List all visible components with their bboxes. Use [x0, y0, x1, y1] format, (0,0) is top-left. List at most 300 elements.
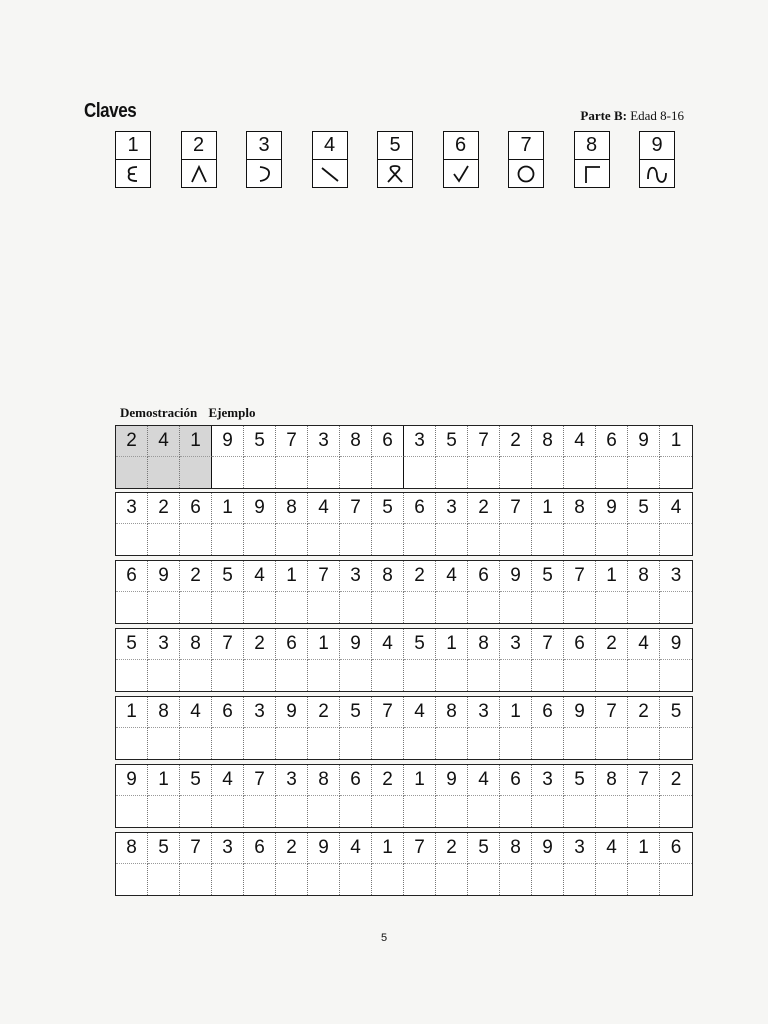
answer-cell[interactable] — [372, 524, 404, 555]
number-cell: 9 — [532, 833, 564, 864]
number-row — [116, 697, 692, 728]
number-cell: 8 — [308, 765, 340, 796]
number-cell: 5 — [532, 561, 564, 592]
number-cell: 7 — [628, 765, 660, 796]
answer-cell[interactable] — [244, 864, 276, 895]
answer-cell[interactable] — [468, 524, 500, 555]
number-cell: 6 — [532, 697, 564, 728]
answer-cell[interactable] — [276, 864, 308, 895]
answer-cell[interactable] — [532, 864, 564, 895]
answer-cell[interactable] — [180, 796, 212, 827]
number-cell: 1 — [116, 697, 148, 728]
grid-row-block — [115, 696, 693, 760]
number-cell: 5 — [212, 561, 244, 592]
answer-cell[interactable] — [308, 457, 340, 488]
number-cell: 2 — [148, 493, 180, 524]
part-label-bold: Parte B: — [580, 108, 627, 123]
number-cell: 6 — [468, 561, 500, 592]
answer-cell[interactable] — [340, 728, 372, 759]
ribbon-symbol — [378, 160, 412, 187]
answer-cell[interactable] — [244, 592, 276, 623]
answer-cell[interactable] — [468, 728, 500, 759]
number-cell: 2 — [180, 561, 212, 592]
answer-cell[interactable] — [372, 660, 404, 691]
number-cell: 5 — [660, 697, 692, 728]
answer-cell[interactable] — [436, 660, 468, 691]
number-cell: 8 — [116, 833, 148, 864]
answer-cell[interactable] — [660, 524, 692, 555]
number-cell: 6 — [244, 833, 276, 864]
answer-cell[interactable] — [404, 524, 436, 555]
backslash-symbol — [313, 160, 347, 187]
answer-cell[interactable] — [436, 864, 468, 895]
answer-cell[interactable] — [564, 660, 596, 691]
answer-cell[interactable] — [276, 728, 308, 759]
key-box-3 — [246, 131, 282, 188]
number-cell: 2 — [436, 833, 468, 864]
epsilon-reversed-symbol — [116, 160, 150, 187]
key-number: 8 — [575, 132, 609, 160]
answer-cell[interactable] — [340, 592, 372, 623]
number-cell: 9 — [564, 697, 596, 728]
answer-cell[interactable] — [660, 457, 692, 488]
answer-cell[interactable] — [596, 728, 628, 759]
number-cell: 4 — [340, 833, 372, 864]
number-cell: 1 — [212, 493, 244, 524]
number-cell: 8 — [468, 629, 500, 660]
number-cell: 3 — [532, 765, 564, 796]
number-cell: 1 — [276, 561, 308, 592]
number-cell: 7 — [532, 629, 564, 660]
section-labels — [120, 405, 263, 421]
number-cell: 4 — [436, 561, 468, 592]
demo-label: Demostración — [120, 405, 198, 420]
answer-cell[interactable] — [660, 660, 692, 691]
answer-cell[interactable] — [372, 796, 404, 827]
number-cell: 4 — [596, 833, 628, 864]
answer-cell[interactable] — [596, 864, 628, 895]
number-cell: 1 — [436, 629, 468, 660]
number-cell: 9 — [436, 765, 468, 796]
number-cell: 2 — [596, 629, 628, 660]
answer-cell[interactable] — [628, 457, 660, 488]
answer-cell[interactable] — [276, 796, 308, 827]
number-cell: 3 — [276, 765, 308, 796]
number-cell: 7 — [468, 426, 500, 457]
answer-cell[interactable] — [436, 592, 468, 623]
answer-cell[interactable] — [212, 796, 244, 827]
answer-cell[interactable] — [628, 592, 660, 623]
answer-cell[interactable] — [532, 728, 564, 759]
number-cell: 4 — [180, 697, 212, 728]
number-cell: 2 — [500, 426, 532, 457]
answer-cell[interactable] — [564, 524, 596, 555]
number-cell: 6 — [276, 629, 308, 660]
answer-cell[interactable] — [180, 864, 212, 895]
answer-cell[interactable] — [596, 796, 628, 827]
answer-cell[interactable] — [244, 660, 276, 691]
number-cell: 3 — [404, 426, 436, 457]
number-cell: 6 — [404, 493, 436, 524]
answer-cell[interactable] — [500, 796, 532, 827]
number-cell: 7 — [244, 765, 276, 796]
example-label: Ejemplo — [208, 405, 256, 420]
answer-cell[interactable] — [500, 728, 532, 759]
number-cell: 7 — [180, 833, 212, 864]
number-cell: 9 — [244, 493, 276, 524]
answer-cell[interactable] — [660, 796, 692, 827]
number-cell: 9 — [148, 561, 180, 592]
number-cell: 9 — [500, 561, 532, 592]
key-number: 1 — [116, 132, 150, 160]
number-cell: 1 — [596, 561, 628, 592]
answer-cell[interactable] — [340, 457, 372, 488]
answer-row — [116, 728, 692, 759]
number-cell: 4 — [468, 765, 500, 796]
number-cell: 4 — [628, 629, 660, 660]
answer-cell[interactable] — [468, 660, 500, 691]
answer-cell[interactable] — [404, 864, 436, 895]
number-cell: 8 — [372, 561, 404, 592]
answer-cell[interactable] — [372, 457, 404, 488]
answer-cell[interactable] — [340, 796, 372, 827]
answer-cell[interactable] — [212, 524, 244, 555]
answer-cell[interactable] — [116, 728, 148, 759]
key-box-2 — [181, 131, 217, 188]
number-cell: 9 — [628, 426, 660, 457]
number-cell: 5 — [244, 426, 276, 457]
answer-cell[interactable] — [500, 457, 532, 488]
answer-cell[interactable] — [180, 457, 212, 488]
number-cell: 8 — [532, 426, 564, 457]
answer-cell[interactable] — [148, 660, 180, 691]
number-cell: 1 — [532, 493, 564, 524]
answer-cell[interactable] — [180, 524, 212, 555]
number-cell: 1 — [308, 629, 340, 660]
number-cell: 8 — [628, 561, 660, 592]
number-cell: 2 — [308, 697, 340, 728]
answer-cell[interactable] — [244, 457, 276, 488]
number-cell: 3 — [116, 493, 148, 524]
number-cell: 7 — [564, 561, 596, 592]
grid-row-block — [115, 764, 693, 828]
number-cell: 4 — [372, 629, 404, 660]
number-cell: 6 — [564, 629, 596, 660]
number-cell: 5 — [372, 493, 404, 524]
number-cell: 5 — [436, 426, 468, 457]
key-box-6 — [443, 131, 479, 188]
number-row — [116, 493, 692, 524]
number-cell: 3 — [212, 833, 244, 864]
checkmark-symbol — [444, 160, 478, 187]
number-row — [116, 833, 692, 864]
number-cell: 4 — [148, 426, 180, 457]
key-number: 6 — [444, 132, 478, 160]
number-cell: 2 — [276, 833, 308, 864]
caret-symbol — [182, 160, 216, 187]
number-cell: 5 — [180, 765, 212, 796]
answer-cell[interactable] — [148, 457, 180, 488]
number-cell: 7 — [596, 697, 628, 728]
key-number: 5 — [378, 132, 412, 160]
answer-cell[interactable] — [116, 457, 148, 488]
answer-cell[interactable] — [116, 524, 148, 555]
answer-cell[interactable] — [404, 660, 436, 691]
answer-cell[interactable] — [468, 457, 500, 488]
number-cell: 7 — [276, 426, 308, 457]
number-cell: 1 — [404, 765, 436, 796]
number-cell: 9 — [116, 765, 148, 796]
answer-cell[interactable] — [404, 728, 436, 759]
answer-cell[interactable] — [276, 524, 308, 555]
number-cell: 5 — [564, 765, 596, 796]
answer-cell[interactable] — [212, 592, 244, 623]
answer-cell[interactable] — [436, 457, 468, 488]
answer-cell[interactable] — [404, 796, 436, 827]
answer-cell[interactable] — [308, 524, 340, 555]
answer-cell[interactable] — [500, 524, 532, 555]
answer-cell[interactable] — [468, 864, 500, 895]
answer-cell[interactable] — [244, 524, 276, 555]
number-cell: 5 — [148, 833, 180, 864]
answer-cell[interactable] — [180, 728, 212, 759]
number-cell: 1 — [660, 426, 692, 457]
number-cell: 8 — [500, 833, 532, 864]
answer-cell[interactable] — [116, 592, 148, 623]
number-cell: 2 — [628, 697, 660, 728]
answer-cell[interactable] — [660, 592, 692, 623]
number-cell: 1 — [148, 765, 180, 796]
answer-cell[interactable] — [628, 660, 660, 691]
key-number: 2 — [182, 132, 216, 160]
answer-cell[interactable] — [148, 864, 180, 895]
reverse-c-symbol — [247, 160, 281, 187]
answer-cell[interactable] — [116, 864, 148, 895]
key-number: 9 — [640, 132, 674, 160]
answer-cell[interactable] — [436, 728, 468, 759]
page-number: 5 — [380, 932, 388, 944]
number-cell: 2 — [468, 493, 500, 524]
answer-cell[interactable] — [308, 728, 340, 759]
number-row — [116, 561, 692, 592]
number-cell: 6 — [340, 765, 372, 796]
key-box-8 — [574, 131, 610, 188]
answer-cell[interactable] — [212, 728, 244, 759]
answer-cell[interactable] — [532, 524, 564, 555]
answer-cell[interactable] — [596, 660, 628, 691]
number-cell: 9 — [212, 426, 244, 457]
answer-cell[interactable] — [212, 864, 244, 895]
number-cell: 6 — [596, 426, 628, 457]
number-cell: 5 — [404, 629, 436, 660]
number-cell: 4 — [404, 697, 436, 728]
number-cell: 9 — [340, 629, 372, 660]
number-cell: 5 — [340, 697, 372, 728]
number-cell: 6 — [180, 493, 212, 524]
number-cell: 3 — [244, 697, 276, 728]
number-cell: 9 — [276, 697, 308, 728]
number-cell: 7 — [372, 697, 404, 728]
number-cell: 3 — [308, 426, 340, 457]
number-cell: 7 — [500, 493, 532, 524]
answer-cell[interactable] — [148, 796, 180, 827]
circle-symbol — [509, 160, 543, 187]
number-cell: 8 — [596, 765, 628, 796]
number-cell: 9 — [660, 629, 692, 660]
answer-cell[interactable] — [468, 796, 500, 827]
answer-cell[interactable] — [564, 592, 596, 623]
answer-cell[interactable] — [340, 660, 372, 691]
answer-cell[interactable] — [340, 524, 372, 555]
answer-cell[interactable] — [148, 728, 180, 759]
number-cell: 6 — [500, 765, 532, 796]
answer-row — [116, 457, 692, 488]
number-cell: 7 — [212, 629, 244, 660]
key-number: 3 — [247, 132, 281, 160]
key-box-9 — [639, 131, 675, 188]
answer-cell[interactable] — [244, 728, 276, 759]
grid-row-block — [115, 832, 693, 896]
number-cell: 3 — [500, 629, 532, 660]
answer-cell[interactable] — [500, 592, 532, 623]
number-cell: 3 — [148, 629, 180, 660]
number-cell: 1 — [628, 833, 660, 864]
grid-row-block — [115, 560, 693, 624]
answer-cell[interactable] — [308, 864, 340, 895]
number-cell: 1 — [180, 426, 212, 457]
answer-cell[interactable] — [180, 660, 212, 691]
grid-row-block — [115, 425, 693, 489]
number-cell: 2 — [372, 765, 404, 796]
answer-cell[interactable] — [276, 660, 308, 691]
answer-cell[interactable] — [436, 524, 468, 555]
answer-cell[interactable] — [148, 592, 180, 623]
grid-row-block — [115, 628, 693, 692]
answer-cell[interactable] — [564, 728, 596, 759]
number-cell: 8 — [276, 493, 308, 524]
answer-cell[interactable] — [596, 457, 628, 488]
number-cell: 2 — [660, 765, 692, 796]
answer-cell[interactable] — [340, 864, 372, 895]
answer-cell[interactable] — [116, 796, 148, 827]
answer-cell[interactable] — [436, 796, 468, 827]
answer-cell[interactable] — [180, 592, 212, 623]
number-cell: 6 — [660, 833, 692, 864]
answer-cell[interactable] — [212, 660, 244, 691]
number-cell: 3 — [564, 833, 596, 864]
answer-cell[interactable] — [244, 796, 276, 827]
number-cell: 9 — [596, 493, 628, 524]
answer-cell[interactable] — [532, 592, 564, 623]
answer-cell[interactable] — [564, 864, 596, 895]
number-cell: 8 — [180, 629, 212, 660]
number-cell: 5 — [628, 493, 660, 524]
part-label — [580, 108, 684, 124]
number-cell: 4 — [308, 493, 340, 524]
answer-cell[interactable] — [212, 457, 244, 488]
answer-cell[interactable] — [628, 728, 660, 759]
key-box-4 — [312, 131, 348, 188]
answer-cell[interactable] — [660, 728, 692, 759]
number-row — [116, 765, 692, 796]
number-cell: 7 — [340, 493, 372, 524]
number-cell: 2 — [244, 629, 276, 660]
answer-cell[interactable] — [308, 660, 340, 691]
answer-cell[interactable] — [596, 524, 628, 555]
answer-cell[interactable] — [372, 728, 404, 759]
answer-cell[interactable] — [276, 457, 308, 488]
number-cell: 3 — [436, 493, 468, 524]
page-title: Claves — [84, 100, 137, 122]
key-number: 4 — [313, 132, 347, 160]
number-cell: 3 — [468, 697, 500, 728]
key-number: 7 — [509, 132, 543, 160]
corner-symbol — [575, 160, 609, 187]
key-row — [115, 131, 705, 188]
wave-symbol — [640, 160, 674, 187]
number-row — [116, 426, 692, 457]
key-box-1 — [115, 131, 151, 188]
answer-cell[interactable] — [116, 660, 148, 691]
answer-cell[interactable] — [404, 457, 436, 488]
answer-cell[interactable] — [372, 592, 404, 623]
answer-cell[interactable] — [596, 592, 628, 623]
number-cell: 7 — [404, 833, 436, 864]
answer-row — [116, 796, 692, 827]
key-box-7 — [508, 131, 544, 188]
key-box-5 — [377, 131, 413, 188]
answer-cell[interactable] — [532, 660, 564, 691]
number-cell: 8 — [340, 426, 372, 457]
answer-cell[interactable] — [564, 796, 596, 827]
number-cell: 1 — [372, 833, 404, 864]
answer-cell[interactable] — [148, 524, 180, 555]
answer-cell[interactable] — [532, 796, 564, 827]
number-row — [116, 629, 692, 660]
answer-cell[interactable] — [500, 660, 532, 691]
answer-cell[interactable] — [628, 864, 660, 895]
answer-cell[interactable] — [500, 864, 532, 895]
number-cell: 8 — [564, 493, 596, 524]
answer-cell[interactable] — [404, 592, 436, 623]
answer-cell[interactable] — [468, 592, 500, 623]
answer-cell[interactable] — [276, 592, 308, 623]
answer-row — [116, 524, 692, 555]
answer-cell[interactable] — [308, 592, 340, 623]
number-cell: 4 — [244, 561, 276, 592]
part-label-age: Edad 8-16 — [630, 108, 684, 123]
number-cell: 5 — [116, 629, 148, 660]
number-cell: 6 — [116, 561, 148, 592]
answer-cell[interactable] — [628, 796, 660, 827]
answer-cell[interactable] — [564, 457, 596, 488]
number-cell: 7 — [308, 561, 340, 592]
answer-row — [116, 864, 692, 895]
number-cell: 4 — [212, 765, 244, 796]
answer-cell[interactable] — [628, 524, 660, 555]
number-cell: 3 — [660, 561, 692, 592]
answer-cell[interactable] — [372, 864, 404, 895]
answer-cell[interactable] — [308, 796, 340, 827]
answer-cell[interactable] — [532, 457, 564, 488]
answer-cell[interactable] — [660, 864, 692, 895]
number-cell: 2 — [404, 561, 436, 592]
answer-row — [116, 592, 692, 623]
number-cell: 9 — [308, 833, 340, 864]
number-cell: 5 — [468, 833, 500, 864]
number-cell: 2 — [116, 426, 148, 457]
number-cell: 6 — [212, 697, 244, 728]
